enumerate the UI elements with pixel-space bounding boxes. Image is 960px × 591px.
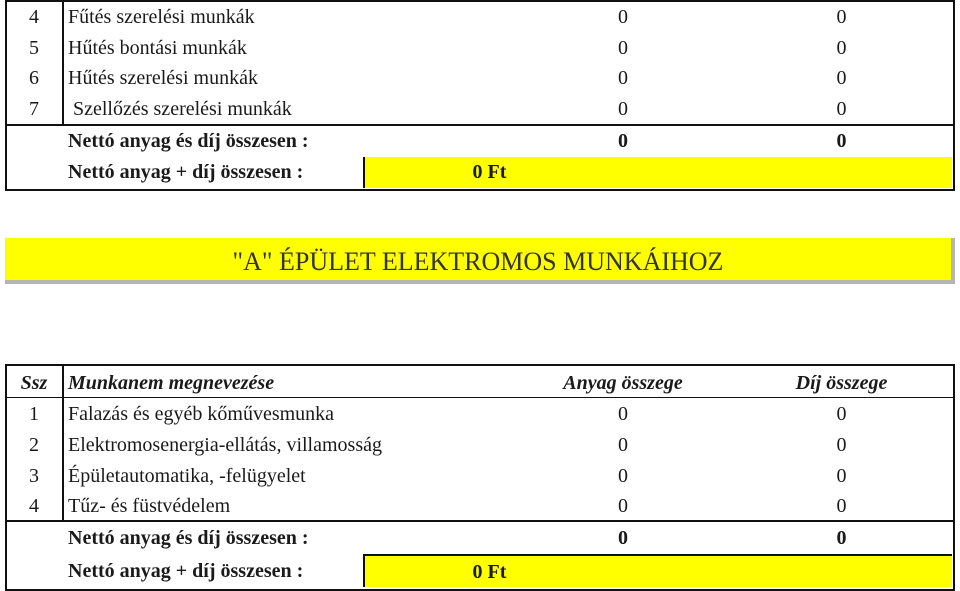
row-dij: 0 xyxy=(836,403,847,425)
subtotal-anyag: 0 xyxy=(618,130,628,152)
row-name: Épületautomatika, -felügyelet xyxy=(68,465,306,487)
upper-table-bottom-border xyxy=(5,189,955,191)
total-value-box xyxy=(363,157,952,188)
header-dij: Díj összege xyxy=(795,372,888,394)
table-row xyxy=(5,63,955,93)
header-row xyxy=(5,368,955,398)
subtotal-row xyxy=(5,523,955,553)
row-name: Hűtés bontási munkák xyxy=(68,37,247,59)
total-value: 0 Ft xyxy=(472,161,507,183)
row-name: Tűz- és füstvédelem xyxy=(68,495,231,517)
header-anyag: Anyag összege xyxy=(563,372,683,394)
subtotal-dij: 0 xyxy=(836,527,847,549)
row-anyag: 0 xyxy=(618,67,628,89)
row-anyag: 0 xyxy=(618,37,628,59)
table-row xyxy=(5,430,955,460)
table-row xyxy=(5,491,955,521)
row-name: Fűtés szerelési munkák xyxy=(68,6,255,28)
table-row xyxy=(5,461,955,491)
row-name: Szellőzés szerelési munkák xyxy=(68,98,292,120)
subtotal-dij: 0 xyxy=(836,130,847,152)
row-number: 5 xyxy=(29,37,39,59)
row-number: 7 xyxy=(29,98,39,120)
row-dij: 0 xyxy=(836,37,847,59)
table-row xyxy=(5,399,955,429)
row-dij: 0 xyxy=(836,6,847,28)
total-label: Nettó anyag + díj összesen : xyxy=(68,161,304,183)
subtotal-label: Nettó anyag és díj összesen : xyxy=(68,527,309,549)
table-row xyxy=(5,94,955,124)
subtotal-label: Nettó anyag és díj összesen : xyxy=(68,130,309,152)
table-row xyxy=(5,2,955,32)
row-number: 2 xyxy=(29,434,39,456)
row-name: Falazás és egyéb kőművesmunka xyxy=(68,403,335,425)
row-dij: 0 xyxy=(836,434,847,456)
row-anyag: 0 xyxy=(618,98,628,120)
total-value-box xyxy=(363,554,952,587)
row-number: 4 xyxy=(29,495,39,517)
row-number: 3 xyxy=(29,465,39,487)
section-title-banner xyxy=(5,238,955,284)
row-name: Hűtés szerelési munkák xyxy=(68,67,258,89)
row-number: 1 xyxy=(29,403,39,425)
row-dij: 0 xyxy=(836,67,847,89)
header-divider xyxy=(5,397,955,398)
row-name: Elektromosenergia-ellátás, villamosság xyxy=(68,434,382,456)
row-anyag: 0 xyxy=(618,495,628,517)
row-dij: 0 xyxy=(836,495,847,517)
row-number: 4 xyxy=(29,6,39,28)
row-dij: 0 xyxy=(836,98,847,120)
total-value: 0 Ft xyxy=(472,561,507,583)
row-dij: 0 xyxy=(836,465,847,487)
header-ssz: Ssz xyxy=(20,372,48,394)
row-anyag: 0 xyxy=(618,403,628,425)
header-name: Munkanem megnevezése xyxy=(68,372,275,394)
total-label: Nettó anyag + díj összesen : xyxy=(68,560,304,582)
row-anyag: 0 xyxy=(618,434,628,456)
section-title: "A" ÉPÜLET ELEKTROMOS MUNKÁIHOZ xyxy=(232,247,724,276)
subtotal-row xyxy=(5,126,955,156)
table-row xyxy=(5,33,955,63)
row-number: 6 xyxy=(29,67,39,89)
row-anyag: 0 xyxy=(618,465,628,487)
subtotal-anyag: 0 xyxy=(618,527,628,549)
row-anyag: 0 xyxy=(618,6,628,28)
lower-table-top-border xyxy=(5,364,955,366)
